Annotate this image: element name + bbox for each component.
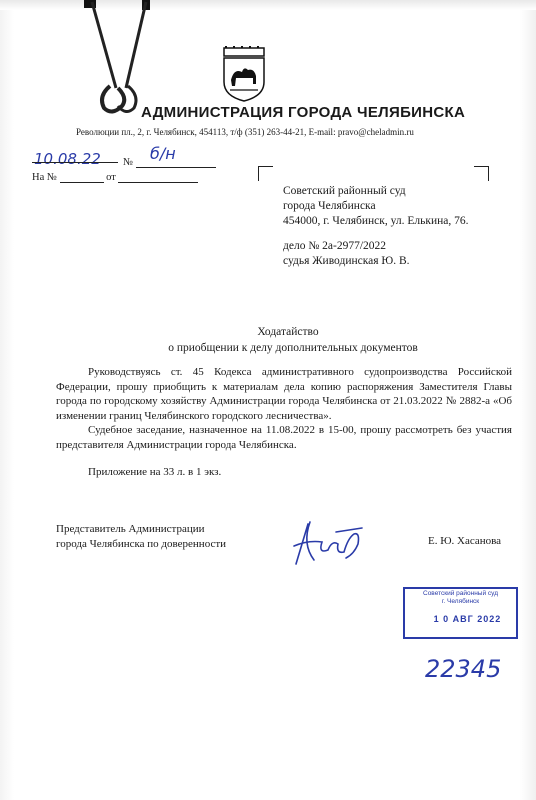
signer-role-line-1: Представитель Администрации (56, 523, 205, 535)
document-title: Ходатайство (257, 326, 319, 338)
body-paragraph-1: Руководствуясь ст. 45 Кодекса административного судопроизводства Российской Федерации, прошу приобщить к материалам дела копию распоряжения Заместителя Главы города по городскому хозяйству Администрации города Челябинска от 21.03.2022 № 2882-а «Об изменении границ Челябинского городского лесничества». (56, 366, 512, 422)
ref-no-blank (60, 172, 104, 183)
chelyabinsk-coat-of-arms-icon (222, 46, 266, 102)
recipient-line-3: 454000, г. Челябинск, ул. Елькина, 76. (283, 215, 469, 227)
document-body (56, 365, 512, 452)
signer-role-line-2: города Челябинска по доверенности (56, 538, 227, 550)
binder-clip-icon (82, 0, 152, 118)
case-block (283, 239, 410, 269)
organization-name: АДМИНИСТРАЦИЯ ГОРОДА ЧЕЛЯБИНСКА (141, 104, 466, 121)
corner-mark-left (258, 166, 273, 181)
handwritten-signature (288, 514, 368, 570)
document-subtitle: о приобщении к делу дополнительных документов (168, 342, 418, 354)
ref-date-label: от (106, 172, 116, 183)
date-line (32, 162, 118, 163)
stamp-city: г. Челябинск (441, 598, 480, 605)
recipient-line-1: Советский районный суд (283, 185, 406, 197)
ref-date-blank (118, 172, 198, 183)
ref-no-label: На № (32, 172, 57, 183)
corner-mark-right (474, 166, 489, 181)
number-line (136, 167, 216, 168)
registration-number: 22345 (425, 655, 502, 683)
annex-note: Приложение на 33 л. в 1 экз. (88, 466, 222, 478)
signer-name: Е. Ю. Хасанова (428, 535, 502, 547)
case-number: дело № 2а-2977/2022 (283, 240, 387, 252)
organization-address: Революции пл., 2, г. Челябинск, 454113, т/ф (351) 263-44-21, E-mail: pravo@cheladmin.ru (76, 127, 414, 137)
signer-role (56, 522, 226, 552)
scan-shadow (0, 0, 536, 10)
case-judge: судья Живодинская Ю. В. (283, 255, 410, 267)
stamp-date: 1 0 АВГ 2022 (433, 614, 502, 624)
handwritten-date: 10.08.22 (34, 150, 101, 168)
reference-line (32, 172, 198, 183)
body-paragraph-2: Судебное заседание, назначенное на 11.08.2022 в 15-00, прошу рассмотреть без участия представителя Администрации города Челябинска. (56, 424, 512, 451)
court-received-stamp (403, 587, 518, 639)
stamp-court-name: Советский районный суд (423, 590, 498, 597)
number-label: № (123, 157, 134, 168)
recipient-block (283, 184, 469, 229)
recipient-line-2: города Челябинска (283, 200, 376, 212)
handwritten-number: б/н (150, 144, 176, 163)
